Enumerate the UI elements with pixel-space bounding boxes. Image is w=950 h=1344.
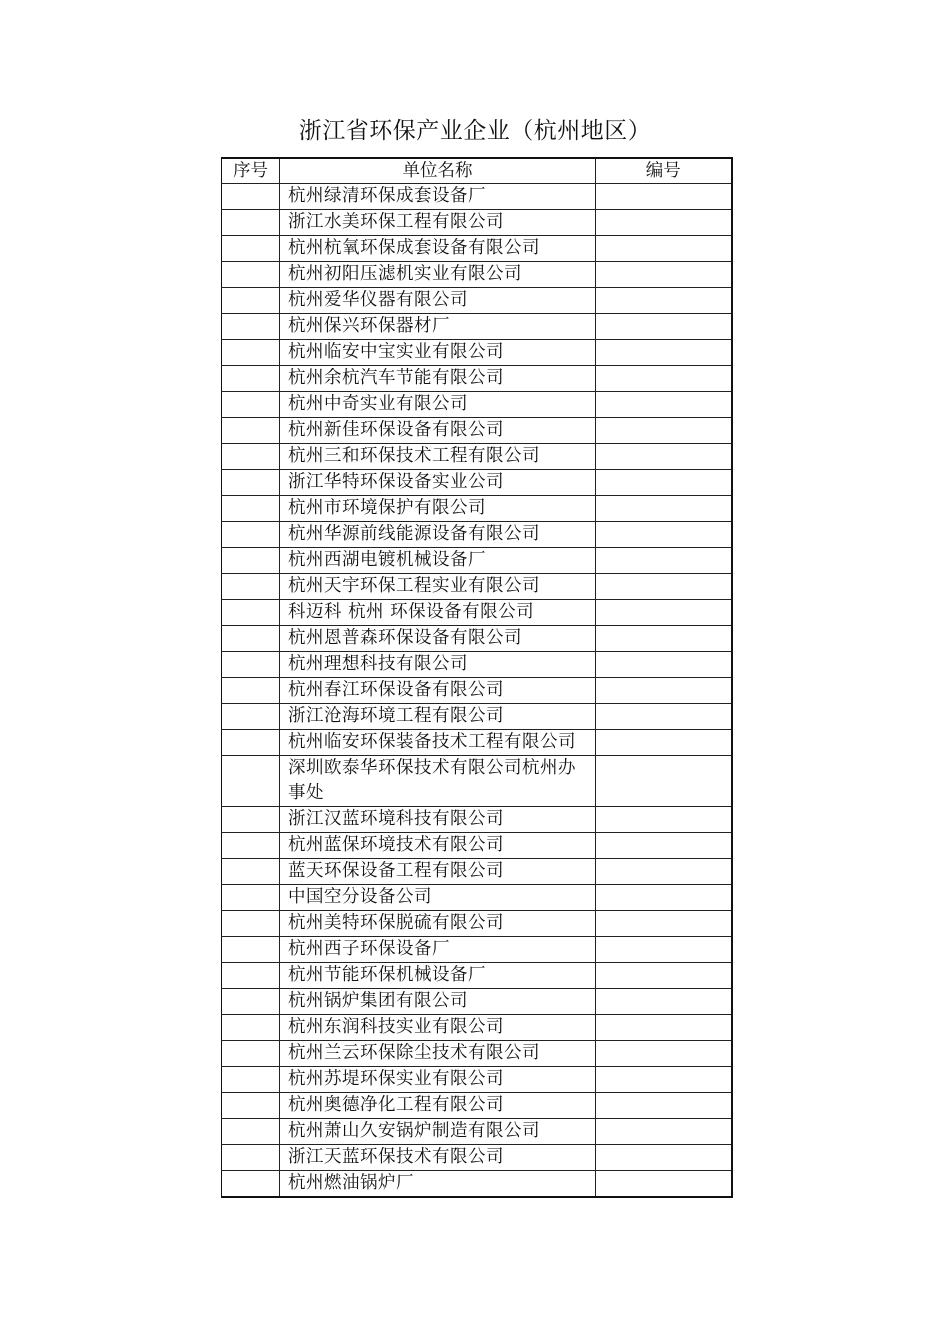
index-cell <box>222 288 280 314</box>
number-cell <box>596 522 732 548</box>
company-name-cell: 杭州华源前线能源设备有限公司 <box>280 522 596 548</box>
company-name-cell: 杭州美特环保脱硫有限公司 <box>280 911 596 937</box>
number-cell <box>596 1171 732 1198</box>
table-row <box>222 1119 732 1145</box>
company-name-cell: 杭州初阳压滤机实业有限公司 <box>280 262 596 288</box>
number-cell <box>596 989 732 1015</box>
number-cell <box>596 314 732 340</box>
index-cell <box>222 366 280 392</box>
index-cell <box>222 496 280 522</box>
index-cell <box>222 885 280 911</box>
company-name-cell: 杭州恩普森环保设备有限公司 <box>280 626 596 652</box>
number-cell <box>596 937 732 963</box>
number-cell <box>596 444 732 470</box>
company-name-cell: 杭州蓝保环境技术有限公司 <box>280 833 596 859</box>
table-row <box>222 236 732 262</box>
table-row <box>222 470 732 496</box>
company-name-cell: 杭州临安中宝实业有限公司 <box>280 340 596 366</box>
index-cell <box>222 262 280 288</box>
number-cell <box>596 963 732 989</box>
table-row <box>222 288 732 314</box>
number-cell <box>596 1145 732 1171</box>
number-cell <box>596 704 732 730</box>
table-row <box>222 1093 732 1119</box>
table-row <box>222 548 732 574</box>
table-row <box>222 807 732 833</box>
table-row <box>222 496 732 522</box>
number-cell <box>596 184 732 210</box>
company-name-cell: 杭州余杭汽车节能有限公司 <box>280 366 596 392</box>
index-cell <box>222 1093 280 1119</box>
number-cell <box>596 756 732 807</box>
table-row <box>222 210 732 236</box>
index-cell <box>222 1119 280 1145</box>
header-company-name: 单位名称 <box>280 158 596 184</box>
number-cell <box>596 652 732 678</box>
company-name-cell: 杭州东润科技实业有限公司 <box>280 1015 596 1041</box>
index-cell <box>222 1145 280 1171</box>
number-cell <box>596 911 732 937</box>
company-name-cell: 杭州杭氧环保成套设备有限公司 <box>280 236 596 262</box>
index-cell <box>222 418 280 444</box>
table-row <box>222 626 732 652</box>
company-name-cell: 杭州新佳环保设备有限公司 <box>280 418 596 444</box>
company-name-cell: 杭州春江环保设备有限公司 <box>280 678 596 704</box>
number-cell <box>596 1093 732 1119</box>
index-cell <box>222 989 280 1015</box>
table-row <box>222 340 732 366</box>
table-row <box>222 756 732 807</box>
table-row <box>222 859 732 885</box>
number-cell <box>596 885 732 911</box>
company-name-cell: 杭州萧山久安锅炉制造有限公司 <box>280 1119 596 1145</box>
table-row <box>222 911 732 937</box>
company-name-cell: 浙江华特环保设备实业公司 <box>280 470 596 496</box>
table-row <box>222 989 732 1015</box>
company-name-cell: 杭州奥德净化工程有限公司 <box>280 1093 596 1119</box>
company-name-cell: 杭州三和环保技术工程有限公司 <box>280 444 596 470</box>
company-name-cell: 杭州锅炉集团有限公司 <box>280 989 596 1015</box>
table-row <box>222 1171 732 1198</box>
company-name-cell: 深圳欧泰华环保技术有限公司杭州办事处 <box>280 756 596 807</box>
company-name-cell: 杭州天宇环保工程实业有限公司 <box>280 574 596 600</box>
number-cell <box>596 210 732 236</box>
company-name-cell: 杭州兰云环保除尘技术有限公司 <box>280 1041 596 1067</box>
index-cell <box>222 833 280 859</box>
table-row <box>222 522 732 548</box>
company-name-cell: 杭州保兴环保器材厂 <box>280 314 596 340</box>
company-name-cell: 杭州理想科技有限公司 <box>280 652 596 678</box>
index-cell <box>222 807 280 833</box>
company-name-cell: 杭州苏堤环保实业有限公司 <box>280 1067 596 1093</box>
index-cell <box>222 1015 280 1041</box>
index-cell <box>222 704 280 730</box>
index-cell <box>222 600 280 626</box>
index-cell <box>222 678 280 704</box>
number-cell <box>596 1067 732 1093</box>
index-cell <box>222 548 280 574</box>
table-row <box>222 314 732 340</box>
company-name-cell: 杭州西湖电镀机械设备厂 <box>280 548 596 574</box>
number-cell <box>596 1015 732 1041</box>
index-cell <box>222 859 280 885</box>
index-cell <box>222 574 280 600</box>
number-cell <box>596 548 732 574</box>
number-cell <box>596 496 732 522</box>
table-row <box>222 184 732 210</box>
table-header-row <box>222 158 732 184</box>
index-cell <box>222 963 280 989</box>
number-cell <box>596 678 732 704</box>
company-name-cell: 浙江天蓝环保技术有限公司 <box>280 1145 596 1171</box>
company-name-cell: 蓝天环保设备工程有限公司 <box>280 859 596 885</box>
table-row <box>222 704 732 730</box>
number-cell <box>596 574 732 600</box>
number-cell <box>596 859 732 885</box>
table-body <box>222 184 732 1198</box>
table-row <box>222 600 732 626</box>
number-cell <box>596 392 732 418</box>
table-row <box>222 652 732 678</box>
number-cell <box>596 340 732 366</box>
table-row <box>222 730 732 756</box>
table-row <box>222 574 732 600</box>
table-row <box>222 1041 732 1067</box>
index-cell <box>222 522 280 548</box>
company-name-cell: 杭州市环境保护有限公司 <box>280 496 596 522</box>
company-name-cell: 浙江水美环保工程有限公司 <box>280 210 596 236</box>
index-cell <box>222 236 280 262</box>
header-number: 编号 <box>596 158 732 184</box>
table-row <box>222 1145 732 1171</box>
index-cell <box>222 1041 280 1067</box>
number-cell <box>596 470 732 496</box>
index-cell <box>222 1067 280 1093</box>
index-cell <box>222 937 280 963</box>
company-name-cell: 杭州爱华仪器有限公司 <box>280 288 596 314</box>
company-name-cell: 杭州中奇实业有限公司 <box>280 392 596 418</box>
number-cell <box>596 1119 732 1145</box>
company-name-cell: 杭州绿清环保成套设备厂 <box>280 184 596 210</box>
company-name-cell: 杭州西子环保设备厂 <box>280 937 596 963</box>
index-cell <box>222 340 280 366</box>
index-cell <box>222 626 280 652</box>
index-cell <box>222 470 280 496</box>
index-cell <box>222 444 280 470</box>
company-name-cell: 浙江沧海环境工程有限公司 <box>280 704 596 730</box>
table-row <box>222 262 732 288</box>
table-row <box>222 444 732 470</box>
table-row <box>222 392 732 418</box>
document-title: 浙江省环保产业企业（杭州地区） <box>298 118 652 144</box>
company-name-cell: 杭州临安环保装备技术工程有限公司 <box>280 730 596 756</box>
number-cell <box>596 418 732 444</box>
table-row <box>222 885 732 911</box>
index-cell <box>222 392 280 418</box>
table-row <box>222 418 732 444</box>
company-name-cell: 科迈科 杭州 环保设备有限公司 <box>280 600 596 626</box>
index-cell <box>222 210 280 236</box>
number-cell <box>596 730 732 756</box>
number-cell <box>596 288 732 314</box>
table-row <box>222 833 732 859</box>
index-cell <box>222 184 280 210</box>
number-cell <box>596 262 732 288</box>
number-cell <box>596 600 732 626</box>
company-table <box>221 157 733 1198</box>
header-index: 序号 <box>222 158 280 184</box>
index-cell <box>222 911 280 937</box>
index-cell <box>222 652 280 678</box>
company-name-cell: 浙江汉蓝环境科技有限公司 <box>280 807 596 833</box>
company-name-cell: 杭州节能环保机械设备厂 <box>280 963 596 989</box>
table-row <box>222 1015 732 1041</box>
number-cell <box>596 1041 732 1067</box>
table-row <box>222 366 732 392</box>
table-row <box>222 963 732 989</box>
index-cell <box>222 1171 280 1198</box>
table-row <box>222 937 732 963</box>
index-cell <box>222 756 280 807</box>
number-cell <box>596 807 732 833</box>
number-cell <box>596 833 732 859</box>
number-cell <box>596 626 732 652</box>
number-cell <box>596 236 732 262</box>
company-name-cell: 杭州燃油锅炉厂 <box>280 1171 596 1198</box>
index-cell <box>222 314 280 340</box>
number-cell <box>596 366 732 392</box>
table-row <box>222 678 732 704</box>
table-row <box>222 1067 732 1093</box>
company-name-cell: 中国空分设备公司 <box>280 885 596 911</box>
index-cell <box>222 730 280 756</box>
